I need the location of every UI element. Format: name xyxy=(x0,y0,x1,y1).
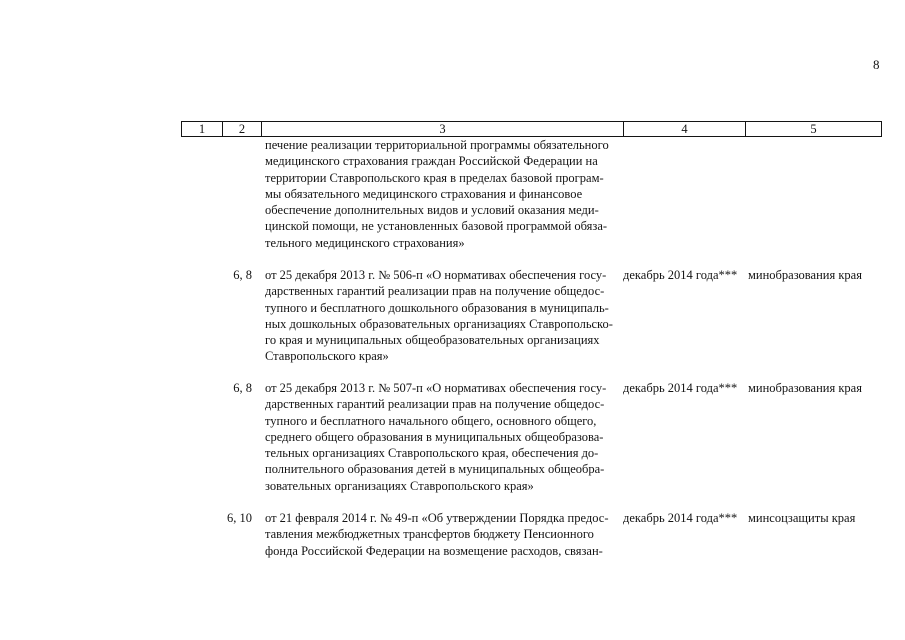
table-row-3-agency: минсоцзащиты края xyxy=(748,511,856,525)
table-header-row xyxy=(181,121,882,137)
continuation-text: печение реализации территориальной программы обязательного медицинского страхования граждан Российской Федерации на территории Ставропольского края в пределах базовой програм- мы обязательного медицинского страхования и финансовое обеспечение дополнительных видов и условий оказания меди- цинской помощи, не установленных базовой программой обяза- тельного медицинского страхования» xyxy=(265,138,609,250)
page-number: 8 xyxy=(873,57,880,72)
table-header-col-1: 1 xyxy=(182,122,223,136)
table-row-3-date: декабрь 2014 года*** xyxy=(623,511,738,525)
table-row-1-date: декабрь 2014 года*** xyxy=(623,268,738,282)
table-row-2-date: декабрь 2014 года*** xyxy=(623,381,738,395)
table-header-col-4: 4 xyxy=(624,122,746,136)
table-row-2-number: 6, 8 xyxy=(233,381,252,395)
table-row-3-number: 6, 10 xyxy=(227,511,252,525)
table-header-col-3: 3 xyxy=(262,122,624,136)
table-header-col-5: 5 xyxy=(810,121,817,136)
table-row-2-text: от 25 декабря 2013 г. № 507-п «О нормативах обеспечения госу- дарственных гарантий реализации прав на получение общедос- тупного и бесплатного начального общего, основного общего, среднего общего образования в муниципальных общеобразова- тельных организациях Ставропольского края, обеспечения до- полнительного образования детей в муниципальных общеобра- зовательных организациях Ставропольского края» xyxy=(265,381,607,493)
table-header-col-2: 2 xyxy=(223,122,262,136)
table-row-3-text: от 21 февраля 2014 г. № 49-п «Об утверждении Порядка предос- тавления межбюджетных трансфертов бюджету Пенсионного фонда Российской Федерации на возмещение расходов, связан- xyxy=(265,511,609,558)
table-row-1-agency: минобразования края xyxy=(748,268,862,282)
table-row-1-text: от 25 декабря 2013 г. № 506-п «О нормативах обеспечения госу- дарственных гарантий реализации прав на получение общедос- тупного и бесплатного дошкольного образования в муниципаль- ных дошкольных образовательных организациях Ставропольско- го края и муниципальных общеобразовательных организациях Ставропольского края» xyxy=(265,268,613,364)
table-row-2-agency: минобразования края xyxy=(748,381,862,395)
table-row-1-number: 6, 8 xyxy=(233,268,252,282)
